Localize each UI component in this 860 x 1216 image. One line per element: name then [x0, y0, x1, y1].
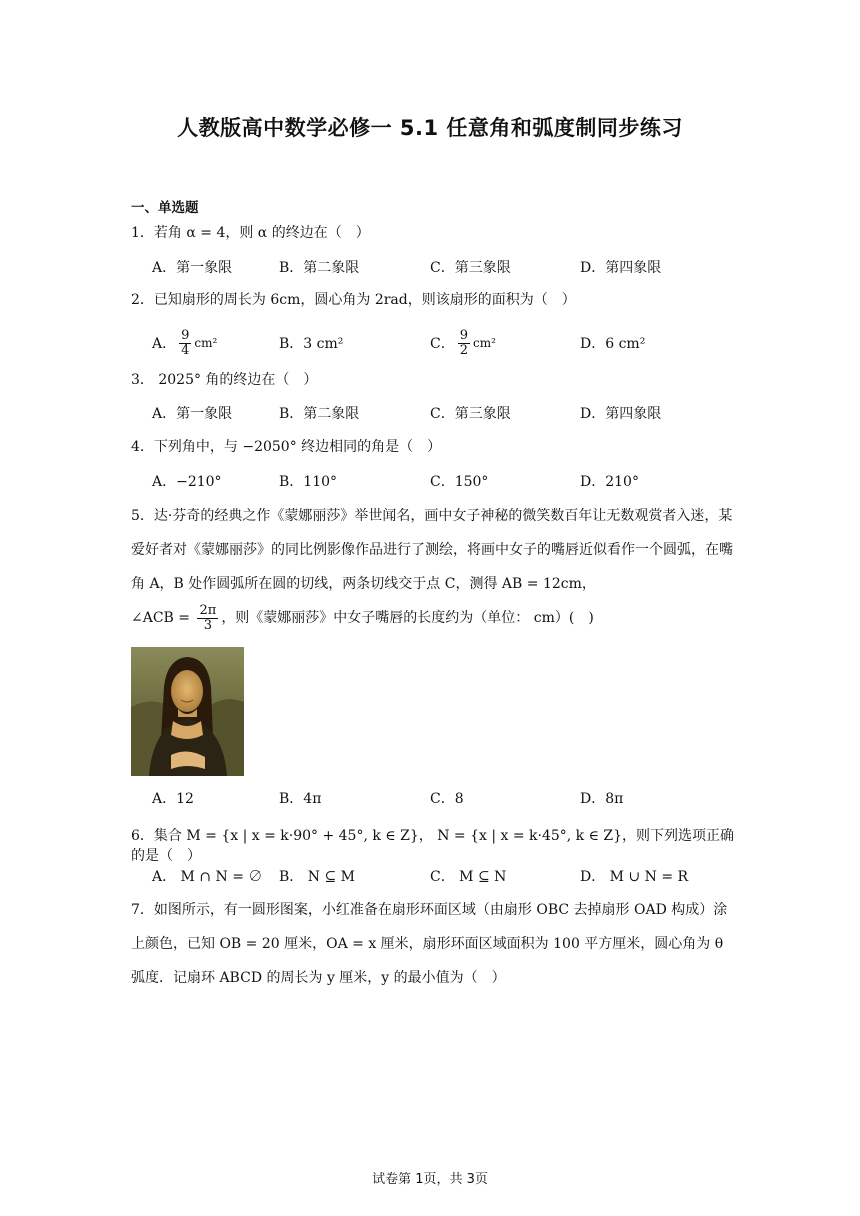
- option-d: D．6 cm²: [580, 336, 646, 352]
- option-a: A．第一象限: [152, 260, 233, 276]
- denominator: 4: [181, 342, 190, 358]
- option-d: D．第四象限: [580, 406, 662, 422]
- question-1-stem: 1．若角 α = 4，则 α 的终边在（ ）: [131, 225, 370, 241]
- numerator: 9: [459, 327, 468, 343]
- section-heading: 一、单选题: [131, 200, 199, 216]
- option-b: B．3 cm²: [279, 336, 344, 352]
- option-d: D． M ∪ N = R: [580, 869, 689, 885]
- option-a: A． M ∩ N = ∅: [152, 869, 263, 885]
- denominator: 2: [459, 342, 468, 358]
- option-c: C．8: [430, 791, 464, 807]
- question-1-options: [152, 252, 712, 282]
- option-c: C．第三象限: [430, 406, 511, 422]
- question-3-options: [152, 398, 712, 428]
- question-3-stem: 3． 2025° 角的终边在（ ）: [131, 372, 318, 388]
- denominator: 3: [203, 617, 213, 633]
- option-a: [152, 325, 217, 361]
- option-b: B．4π: [279, 791, 322, 807]
- unit: cm²: [473, 336, 496, 350]
- question-2-options: [152, 325, 712, 361]
- question-6-options: [152, 861, 712, 891]
- question-5-options: [152, 783, 712, 813]
- question-6-stem: 6．集合 M = {x | x = k·90° + 45°, k ∈ Z}， N = {x | x = k·45°, k ∈ Z}，则下列选项正确的是（ ）: [131, 828, 735, 864]
- question-5-stem: [131, 499, 733, 635]
- page-footer: 试卷第 1页，共 3页: [372, 1172, 488, 1187]
- question-4-options: [152, 466, 712, 496]
- mona-lisa-image: [131, 647, 244, 776]
- option-a: A．12: [152, 791, 194, 807]
- option-c: [430, 325, 496, 361]
- option-c: C．150°: [430, 474, 489, 490]
- option-d: D．8π: [580, 791, 624, 807]
- unit: cm²: [194, 336, 218, 350]
- fraction: [179, 329, 191, 358]
- fraction: [458, 329, 470, 358]
- question-2-stem: 2．已知扇形的周长为 6cm，圆心角为 2rad，则该扇形的面积为（ ）: [131, 292, 576, 308]
- option-b: B．第二象限: [279, 260, 360, 276]
- angle-fraction: [197, 604, 218, 633]
- option-a: A．第一象限: [152, 406, 233, 422]
- option-b: B．第二象限: [279, 406, 360, 422]
- question-7-stem: 7．如图所示，有一圆形图案，小红准备在扇形环面区域（由扇形 OBC 去掉扇形 OAD 构成）涂上颜色，已知 OB = 20 厘米，OA = x 厘米，扇形环面区域面积为 100 平方厘米，圆心角为 θ 弧度．记扇环 ABCD 的周长为 y 厘米，y 的最小值为（ ）: [131, 902, 728, 986]
- option-a: A．−210°: [152, 474, 222, 490]
- option-c: C． M ⊆ N: [430, 869, 507, 885]
- option-label: A．: [152, 336, 177, 352]
- option-b: B．110°: [279, 474, 338, 490]
- option-label: C．: [430, 336, 455, 352]
- numerator: 9: [181, 327, 190, 343]
- option-c: C．第三象限: [430, 260, 511, 276]
- page-title: 人教版高中数学必修一 5.1 任意角和弧度制同步练习: [177, 116, 683, 140]
- question-4-stem: 4．下列角中，与 −2050° 终边相同的角是（ ）: [131, 439, 442, 455]
- question-5-text: 5．达·芬奇的经典之作《蒙娜丽莎》举世闻名，画中女子神秘的微笑数百年让无数观赏者入迷，某爱好者对《蒙娜丽莎》的同比例影像作品进行了测绘，将画中女子的嘴唇近似看作一个圆弧，在嘴角 A，B 处作圆弧所在圆的切线，两条切线交于点 C，测得 AB = 12cm，: [131, 508, 733, 592]
- option-d: D．210°: [580, 474, 639, 490]
- numerator: 2π: [199, 602, 217, 618]
- option-d: D．第四象限: [580, 260, 662, 276]
- option-b: B． N ⊆ M: [279, 869, 355, 885]
- angle-expression: ∠ACB =: [131, 610, 195, 626]
- question-5-text-end: ，则《蒙娜丽莎》中女子嘴唇的长度约为（单位： cm）( ): [221, 610, 594, 626]
